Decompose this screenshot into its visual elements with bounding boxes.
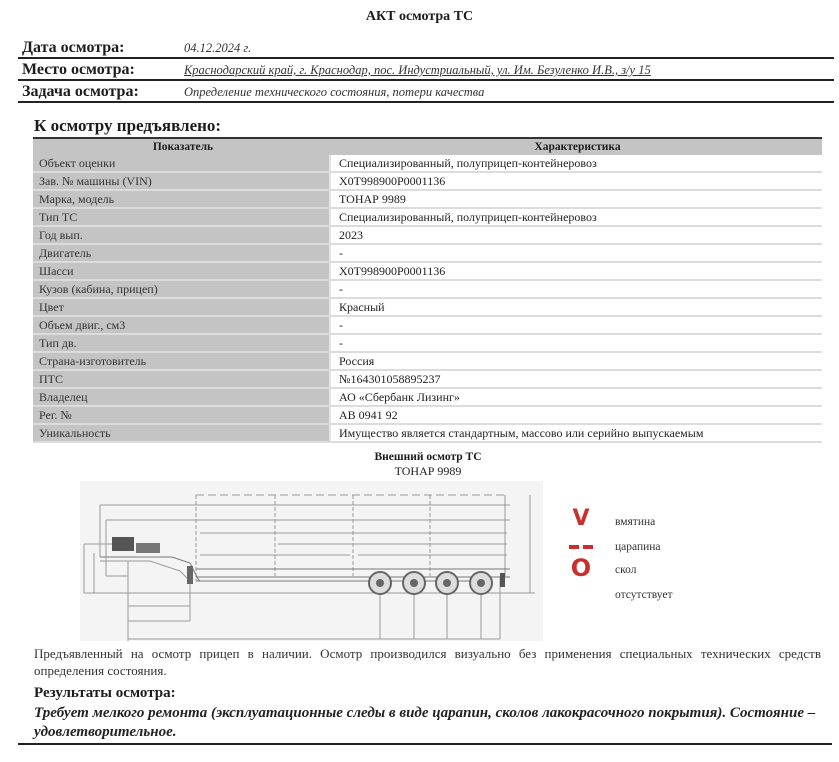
legend-label-dent: вмятина xyxy=(615,516,656,528)
inspection-task-label: Задача осмотра: xyxy=(22,83,139,100)
document-title: АКТ осмотра ТС xyxy=(365,9,474,24)
results-text: Требует мелкого ремонта (эксплуатационные следы в виде царапин, сколов лакокрасочного покрытия). Состояние – удовлетворительное. xyxy=(34,705,816,740)
presented-heading: К осмотру предъявлено: xyxy=(34,116,222,135)
table-row xyxy=(33,155,822,173)
external-inspection-model: ТОНАР 9989 xyxy=(394,464,462,478)
legend-label-chip: скол xyxy=(615,564,637,576)
table-row xyxy=(33,281,822,299)
row-value: №164301058895237 xyxy=(331,371,822,387)
table-row xyxy=(33,371,822,389)
inspection-place-value: Краснодарский край, г. Краснодар, пос. Индустриальный, ул. Им. Безуленко И.В., з/у 15 xyxy=(184,63,651,77)
row-value: Красный xyxy=(331,299,822,315)
table-row xyxy=(33,353,822,371)
row-indicator: Владелец xyxy=(33,389,331,405)
row-value: - xyxy=(331,317,822,333)
legend-item-chip xyxy=(563,554,723,582)
row-value: Специализированный, полуприцеп-контейнеровоз xyxy=(331,209,822,225)
table-row xyxy=(33,227,822,245)
dent-icon: V xyxy=(572,506,590,531)
row-indicator: Зав. № машины (VIN) xyxy=(33,173,331,189)
column-header-indicator: Показатель xyxy=(152,141,214,153)
row-value: X0T998900P0001136 xyxy=(331,173,822,189)
row-indicator: Объект оценки xyxy=(33,155,331,171)
inspection-task-value: Определение технического состояния, потери качества xyxy=(184,85,485,99)
table-row xyxy=(33,245,822,263)
inspection-date-label: Дата осмотра: xyxy=(22,39,125,56)
legend-label-absent: отсутствует xyxy=(615,589,673,601)
table-row xyxy=(33,407,822,425)
external-inspection-heading: Внешний осмотр ТС xyxy=(374,451,482,463)
row-indicator: Страна-изготовитель xyxy=(33,353,331,369)
inspection-place-field xyxy=(18,60,834,81)
row-value: Специализированный, полуприцеп-контейнеровоз xyxy=(331,155,822,171)
vehicle-info-table xyxy=(33,137,822,443)
row-indicator: Тип дв. xyxy=(33,335,331,351)
semitrailer-diagram xyxy=(80,481,543,641)
results-heading: Результаты осмотра: xyxy=(34,685,176,701)
semitrailer-side-view-icon xyxy=(80,481,543,641)
row-indicator: Год вып. xyxy=(33,227,331,243)
table-row xyxy=(33,191,822,209)
inspection-date-field xyxy=(18,38,834,59)
row-value: АВ 0941 92 xyxy=(331,407,822,423)
results-divider xyxy=(18,743,832,745)
table-header xyxy=(33,139,822,155)
row-value: - xyxy=(331,335,822,351)
inspection-note: Предъявленный на осмотр прицеп в наличии. Осмотр производился визуально без применения специальных технических средств определения состояния. xyxy=(34,646,821,678)
table-row xyxy=(33,335,822,353)
row-value: - xyxy=(331,245,822,261)
row-value: Россия xyxy=(331,353,822,369)
row-indicator: Кузов (кабина, прицеп) xyxy=(33,281,331,297)
row-value: X0T998900P0001136 xyxy=(331,263,822,279)
row-indicator: Цвет xyxy=(33,299,331,315)
table-row xyxy=(33,299,822,317)
column-header-characteristic: Характеристика xyxy=(534,141,621,153)
row-indicator: ПТС xyxy=(33,371,331,387)
inspection-task-field xyxy=(18,82,834,103)
chip-icon: O xyxy=(570,554,592,582)
row-value: Имущество является стандартным, массово или серийно выпускаемым xyxy=(331,425,822,441)
damage-legend xyxy=(563,508,723,608)
row-value: АО «Сбербанк Лизинг» xyxy=(331,389,822,405)
inspection-date-value: 04.12.2024 г. xyxy=(184,41,252,55)
row-indicator: Объем двиг., см3 xyxy=(33,317,331,333)
table-row xyxy=(33,425,822,443)
legend-label-scratch: царапина xyxy=(615,541,661,553)
row-value: 2023 xyxy=(331,227,822,243)
table-row xyxy=(33,173,822,191)
row-indicator: Рег. № xyxy=(33,407,331,423)
scratch-icon xyxy=(567,545,595,549)
row-indicator: Шасси xyxy=(33,263,331,279)
legend-item-scratch xyxy=(563,535,723,555)
row-indicator: Уникальность xyxy=(33,425,331,441)
row-indicator: Тип ТС xyxy=(33,209,331,225)
table-row xyxy=(33,389,822,407)
table-row xyxy=(33,209,822,227)
row-value: ТОНАР 9989 xyxy=(331,191,822,207)
inspection-place-label: Место осмотра: xyxy=(22,61,135,78)
table-row xyxy=(33,317,822,335)
row-indicator: Двигатель xyxy=(33,245,331,261)
table-row xyxy=(33,263,822,281)
legend-item-absent xyxy=(563,583,723,603)
row-value: - xyxy=(331,281,822,297)
row-indicator: Марка, модель xyxy=(33,191,331,207)
legend-item-dent xyxy=(563,506,723,531)
